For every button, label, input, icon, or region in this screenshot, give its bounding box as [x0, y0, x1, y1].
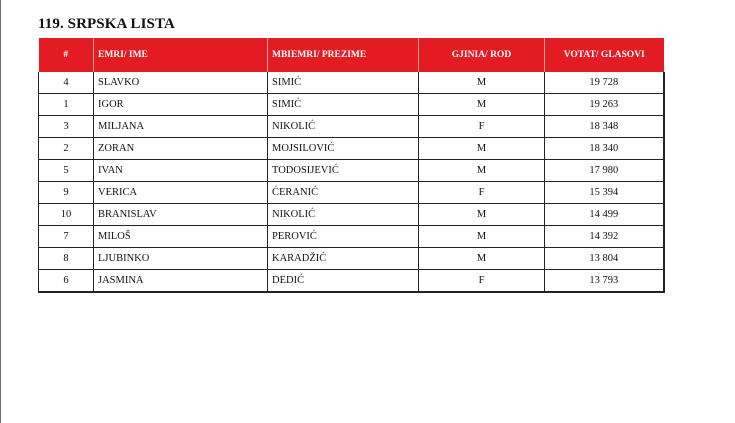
cell-number: 3 — [39, 116, 94, 138]
table-row — [39, 204, 664, 226]
cell-last-name: NIKOLIĆ — [268, 204, 419, 226]
cell-last-name: KARADŽIĆ — [268, 248, 419, 270]
cell-votes: 19 728 — [545, 72, 664, 94]
table-row — [39, 248, 664, 270]
cell-last-name: MOJSILOVIĆ — [268, 138, 419, 160]
cell-gender: F — [419, 182, 545, 204]
header-last-name: MBIEMRI/ PREZIME — [268, 38, 419, 72]
cell-last-name: TODOSIJEVIĆ — [268, 160, 419, 182]
cell-votes: 19 263 — [545, 94, 664, 116]
cell-first-name: ZORAN — [94, 138, 268, 160]
cell-number: 1 — [39, 94, 94, 116]
table-row — [39, 94, 664, 116]
cell-first-name: IVAN — [94, 160, 268, 182]
page-edge — [0, 0, 1, 423]
table-body — [39, 72, 664, 292]
page-title: 119. SRPSKA LISTA — [38, 16, 175, 32]
cell-gender: M — [419, 94, 545, 116]
cell-votes: 18 340 — [545, 138, 664, 160]
cell-first-name: BRANISLAV — [94, 204, 268, 226]
cell-number: 8 — [39, 248, 94, 270]
cell-votes: 14 392 — [545, 226, 664, 248]
table-header — [39, 38, 664, 72]
cell-gender: M — [419, 226, 545, 248]
header-row — [39, 38, 664, 72]
cell-gender: F — [419, 116, 545, 138]
cell-number: 4 — [39, 72, 94, 94]
cell-first-name: IGOR — [94, 94, 268, 116]
table-row — [39, 116, 664, 138]
cell-number: 5 — [39, 160, 94, 182]
cell-last-name: SIMIĆ — [268, 94, 419, 116]
cell-last-name: SIMIĆ — [268, 72, 419, 94]
cell-votes: 14 499 — [545, 204, 664, 226]
header-gender: GJINIA/ ROD — [419, 38, 545, 72]
cell-gender: M — [419, 160, 545, 182]
cell-number: 2 — [39, 138, 94, 160]
cell-gender: M — [419, 138, 545, 160]
cell-gender: M — [419, 204, 545, 226]
cell-last-name: ĆERANIĆ — [268, 182, 419, 204]
cell-number: 7 — [39, 226, 94, 248]
cell-votes: 13 804 — [545, 248, 664, 270]
cell-gender: M — [419, 72, 545, 94]
cell-number: 10 — [39, 204, 94, 226]
cell-votes: 18 348 — [545, 116, 664, 138]
cell-last-name: NIKOLIĆ — [268, 116, 419, 138]
cell-gender: M — [419, 248, 545, 270]
cell-gender: F — [419, 270, 545, 293]
results-table — [38, 38, 665, 293]
cell-first-name: MILOŠ — [94, 226, 268, 248]
header-number: # — [39, 38, 94, 72]
cell-last-name: DEDIĆ — [268, 270, 419, 293]
table-row — [39, 138, 664, 160]
cell-first-name: LJUBINKO — [94, 248, 268, 270]
cell-number: 9 — [39, 182, 94, 204]
cell-votes: 17 980 — [545, 160, 664, 182]
table-row — [39, 182, 664, 204]
header-votes: VOTAT/ GLASOVI — [545, 38, 664, 72]
cell-first-name: MILJANA — [94, 116, 268, 138]
table-row — [39, 226, 664, 248]
cell-votes: 15 394 — [545, 182, 664, 204]
table-row — [39, 160, 664, 182]
cell-first-name: VERICA — [94, 182, 268, 204]
table-row — [39, 72, 664, 94]
cell-first-name: JASMINA — [94, 270, 268, 293]
cell-last-name: PEROVIĆ — [268, 226, 419, 248]
cell-votes: 13 793 — [545, 270, 664, 293]
header-first-name: EMRI/ IME — [94, 38, 268, 72]
table-row — [39, 270, 664, 293]
cell-first-name: SLAVKO — [94, 72, 268, 94]
cell-number: 6 — [39, 270, 94, 293]
